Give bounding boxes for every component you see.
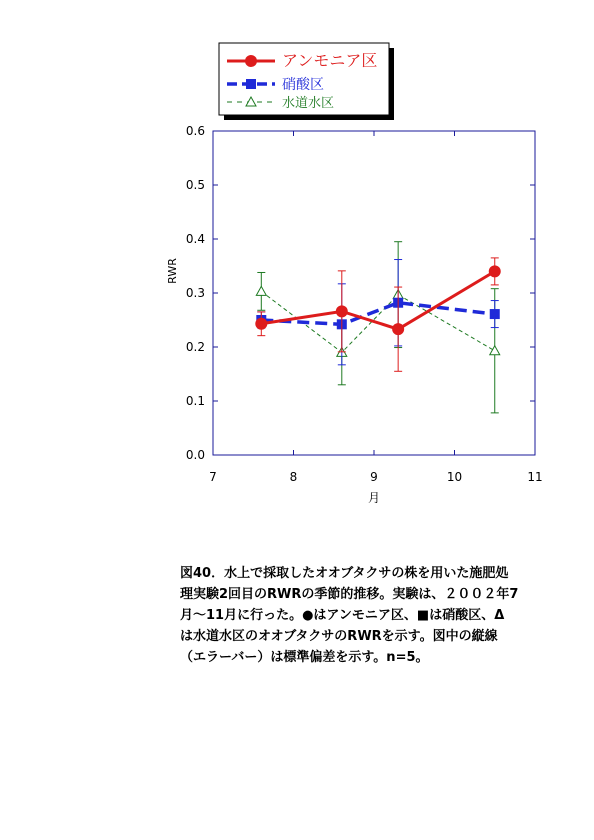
y-tick-label: 0.5 xyxy=(185,178,205,192)
y-tick-label: 0.3 xyxy=(185,286,205,300)
y-tick-label: 0.0 xyxy=(185,448,205,462)
series-2 xyxy=(256,242,499,413)
data-point-circle xyxy=(255,318,267,330)
legend-label: アンモニア区 xyxy=(282,51,378,70)
x-tick-label: 9 xyxy=(370,470,378,484)
caption-line: （エラーバー）は標準偏差を示す。n=5。 xyxy=(180,650,429,665)
axes xyxy=(186,124,543,484)
data-point-circle xyxy=(392,323,404,335)
x-tick-label: 7 xyxy=(209,470,217,484)
y-axis-label: RWR xyxy=(166,258,179,284)
x-tick-label: 10 xyxy=(446,470,463,484)
y-tick-label: 0.1 xyxy=(185,394,205,408)
data-point-circle xyxy=(489,265,501,277)
data-point-triangle xyxy=(490,346,500,355)
legend-label: 水道水区 xyxy=(282,96,335,111)
y-tick-label: 0.6 xyxy=(185,124,205,138)
data-point-triangle xyxy=(256,286,266,295)
data-point-circle xyxy=(336,305,348,317)
legend xyxy=(219,43,394,120)
series-line xyxy=(261,303,494,325)
data-point-square xyxy=(246,79,256,89)
series-1 xyxy=(256,260,499,365)
legend-label: 硝酸区 xyxy=(282,77,324,93)
caption-line: 月～11月に行った。●はアンモニア区、■は硝酸区、Δ xyxy=(180,608,505,623)
x-tick-label: 11 xyxy=(527,470,543,484)
x-axis-label: 月 xyxy=(367,491,381,505)
figure-caption xyxy=(180,563,560,668)
caption-line: 図40．水上で採取したオオブタクサの株を用いた施肥処 xyxy=(180,566,509,581)
x-tick-label: 8 xyxy=(289,470,298,484)
data-point-circle xyxy=(245,55,257,67)
caption-line: は水道水区のオオブタクサのRWRを示す。図中の縦線 xyxy=(180,629,498,644)
y-tick-label: 0.2 xyxy=(185,340,205,354)
series-line xyxy=(261,271,494,329)
data-point-square xyxy=(490,309,500,319)
series-layer xyxy=(255,242,500,413)
caption-line: 理実験2回目のRWRの季節的推移。実験は、２００２年7 xyxy=(180,587,519,602)
y-tick-label: 0.4 xyxy=(185,232,205,246)
